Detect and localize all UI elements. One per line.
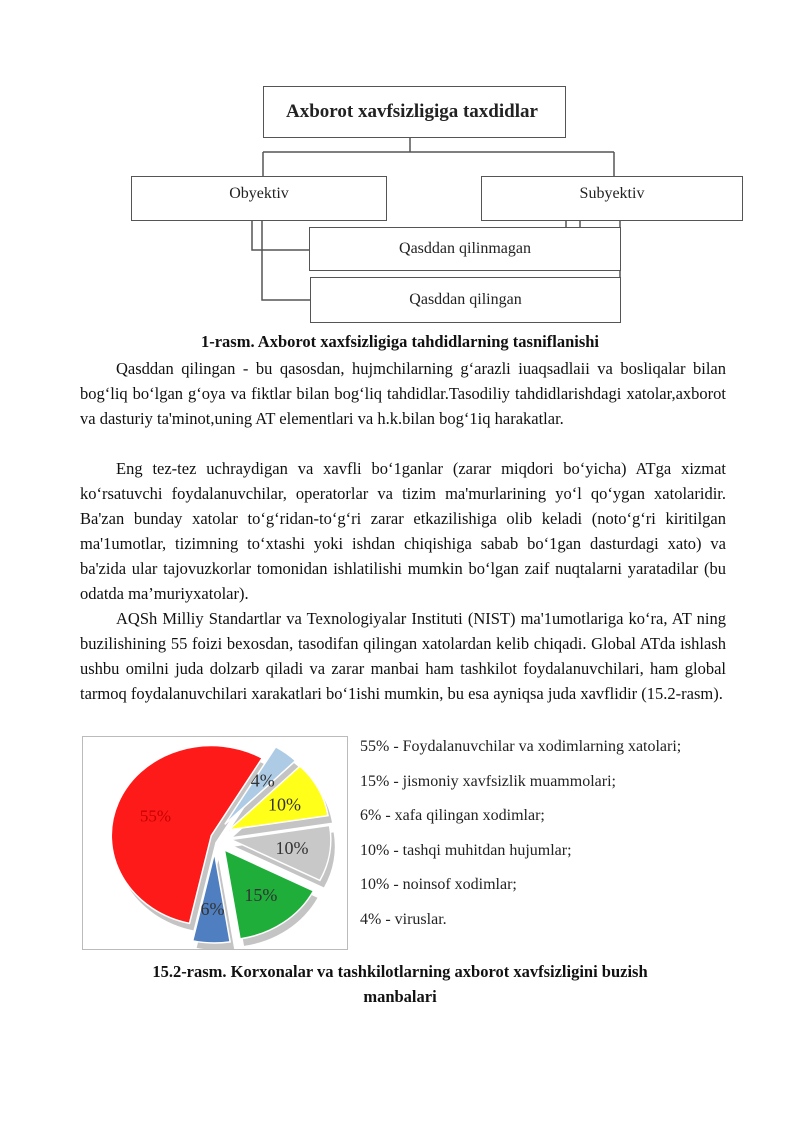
diagram-right-box (481, 176, 743, 221)
diagram-root-label: Axborot xavfsizligiga taxdidlar (286, 101, 538, 122)
legend-item: 55% - Foydalanuvchilar va xodimlarning xatolari; (360, 738, 682, 755)
diagram-left-box (131, 176, 387, 221)
figure-caption-2-line2: manbalari (363, 987, 437, 1006)
diagram-left-label: Obyektiv (229, 185, 289, 202)
diagram-root-box (263, 86, 566, 138)
diagram-middle2-box (310, 277, 621, 323)
pie-slice-label: 15% (244, 885, 278, 906)
pie-slice-label: 6% (200, 898, 225, 919)
legend-item: 6% - xafa qilingan xodimlar; (360, 807, 545, 824)
figure-caption-1: 1-rasm. Axborot xaxfsizligiga tahdidlarning tasniflanishi (200, 332, 600, 351)
diagram-right-label: Subyektiv (579, 185, 645, 202)
pie-chart (83, 737, 347, 949)
pie-chart-frame (82, 736, 348, 950)
figure-caption-2-line1: 15.2-rasm. Korxonalar va tashkilotlarning axborot xavfsizligini buzish (152, 962, 648, 981)
diagram-middle2-label: Qasddan qilingan (409, 291, 522, 308)
paragraph-2-text: Eng tez-tez uchraydigan va xavfli bo‘1ganlar (zarar miqdori bo‘yicha) ATga xizmat ko‘rsatuvchi foydalanuvchilar, operatorlar va tizim ma'murlarining yo‘l qo‘ygan xatolaridir. Ba'zan bunday xatolar to‘g‘ridan-to‘g‘ri zarar etkazilishiga olib keladi (noto‘g‘ri kiritilgan ma'1umotlar, tizimning to‘xtashi yoki ishdan chiqishiga sabab bo‘1gan dasturdagi xato) va ba'zida ular tajovuzkorlar tomonidan ishlatilishi mumkin bo‘lgan zaif nuqtalarni yaratadilar (bu odatda ma’muriyxatolar). (80, 459, 726, 603)
pie-slice-label: 4% (250, 770, 275, 791)
legend-item: 15% - jismoniy xavfsizlik muammolari; (360, 772, 616, 790)
paragraph-3 (80, 606, 726, 706)
legend-item: 10% - tashqi muhitdan hujumlar; (360, 841, 572, 859)
paragraph-1-text: Qasddan qilingan - bu qasosdan, hujmchilarning g‘arazli iuaqsadlaii va bosliqalar bilan bog‘liq bo‘lgan g‘oya va fiktlar bilan bog‘liq tahdidlar.Tasodiliy tahdidlarishdagi xatolar,axborot va dasturiy ta'minot,uning AT elementlari va h.k.bilan bog‘1iq harakatlar. (80, 359, 726, 428)
legend-item: 10% - noinsof xodimlar; (360, 876, 517, 893)
paragraph-1 (80, 356, 726, 431)
legend-item: 4% - viruslar. (360, 910, 447, 928)
pie-slice-label: 10% (268, 794, 302, 815)
pie-legend (360, 738, 780, 945)
diagram-middle1-label: Qasddan qilinmagan (399, 240, 531, 257)
pie-slice-label: 55% (139, 806, 172, 826)
paragraph-3-text: AQSh Milliy Standartlar va Texnologiyalar Instituti (NIST) ma'1umotlariga ko‘ra, AT ning buzilishining 55 foizi bexosdan, tasodifan qilingan xatolardan kelib chiqadi. Global ATda ishlash ushbu omilni juda dolzarb qiladi va zarar manbai ham tashkilot foydalanuvchilari, ham global tarmoq foydalanuvchilari xarakatlari bo‘1ishi mumkin, bu esa ayniqsa juda xavflidir (15.2-rasm). (80, 609, 726, 703)
pie-slice-label: 10% (275, 838, 309, 859)
diagram-middle1-box (309, 227, 621, 271)
paragraph-2 (80, 456, 726, 606)
